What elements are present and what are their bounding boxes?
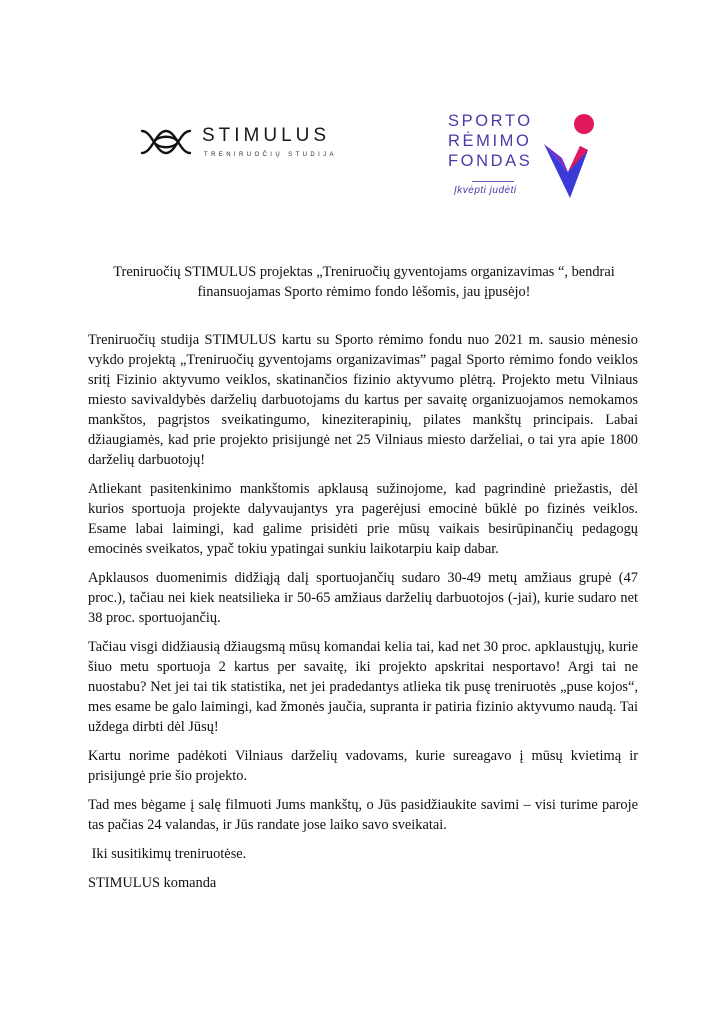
paragraph-thanks: Kartu norime padėkoti Vilniaus darželių vadovams, kurie sureagavo į mūsų kvietimą ir prisijungė prie šio projekto. [88, 748, 638, 784]
srf-logo-line1: SPORTO [448, 112, 533, 130]
stimulus-logo [138, 125, 378, 165]
document-title: Treniruočių STIMULUS projektas „Treniruočių gyventojams organizavimas “, bendrai finansuojamas Sporto rėmimo fondo lėšomis, jau įpusėjo! [113, 264, 615, 300]
srf-logo-tagline: Įkvėpti judėti [454, 185, 517, 196]
paragraph-project-intro: Treniruočių studija STIMULUS kartu su Sporto rėmimo fondu nuo 2021 m. sausio mėnesio vykdo projektą „Treniruočių gyventojams organizavimas” pagal Sporto rėmimo fondo veiklos sritį Fizinio aktyvumo veiklos, skatinančios fizinio aktyvumo plėtrą. Projekto metu Vilniaus miesto savivaldybės darželių darbuotojams du kartus per savaitę organizuojamos nemokamos mankštos, pagrįstos sveikatingumo, kineziterapinių, pilates mankštų principais. Labai džiaugiamės, kad prie projekto prisijungė net 25 Vilniaus miesto darželiai, o tai yra apie 1800 darželių darbuotojų! [88, 332, 638, 468]
stimulus-logo-name: STIMULUS [202, 125, 331, 146]
paragraph-survey-results: Atliekant pasitenkinimo mankštomis apklausą sužinojome, kad pagrindinė priežastis, dėl kurios sportuoja projekte dalyvaujantys yra pagerėjusi emocinė būklė po fizinės veiklos. Esame labai laimingi, kad galime prisidėti prie mūsų vaikais besirūpinančių pedagogų emocinės sveikatos, ypač tokiu ypatingai sunkiu laikotarpiu kaip dabar. [88, 481, 638, 557]
srf-running-figure-icon [540, 110, 596, 206]
stimulus-logo-subtitle: TRENIRUOČIŲ STUDIJA [204, 152, 337, 158]
srf-logo-divider [472, 181, 514, 182]
paragraph-filming: Tad mes bėgame į salę filmuoti Jums mankštų, o Jūs pasidžiaukite savimi – visi turime paroje tas pačias 24 valandas, ir Jūs randate jose laiko savo sveikatai. [88, 797, 638, 833]
document-body [88, 330, 638, 902]
paragraph-age-groups: Apklausos duomenimis didžiąją dalį sportuojančių sudaro 30-49 metų amžiaus grupė (47 proc.), tačiau nei kiek neatsilieka ir 50-65 amžiaus darželių darbuotojos (-jai), kurie sudaro net 38 proc. sportuojančių. [88, 570, 638, 626]
signature: STIMULUS komanda [88, 875, 217, 891]
sporto-remimo-fondas-logo [448, 110, 598, 210]
stimulus-knot-icon [138, 125, 194, 159]
paragraph-farewell: Iki susitikimų treniruotėse. [88, 846, 247, 862]
paragraph-new-athletes: Tačiau visgi didžiausią džiaugsmą mūsų komandai kelia tai, kad net 30 proc. apklaustųjų, kurie šiuo metu sportuoja 2 kartus per savaitę, iki projekto apskritai nesportavo! Argi tai ne nuostabu? Net jei tai tik statistika, net jei pradedantys atlieka tik pusę treniruotės „puse kojos“, mes esame be galo laimingi, kad žmonės jaučia, supranta ir patiria fizinio aktyvumo naudą. Tai uždega dirbti dėl Jūsų! [88, 639, 638, 735]
srf-logo-line3: FONDAS [448, 152, 533, 170]
srf-logo-line2: RĖMIMO [448, 132, 532, 150]
